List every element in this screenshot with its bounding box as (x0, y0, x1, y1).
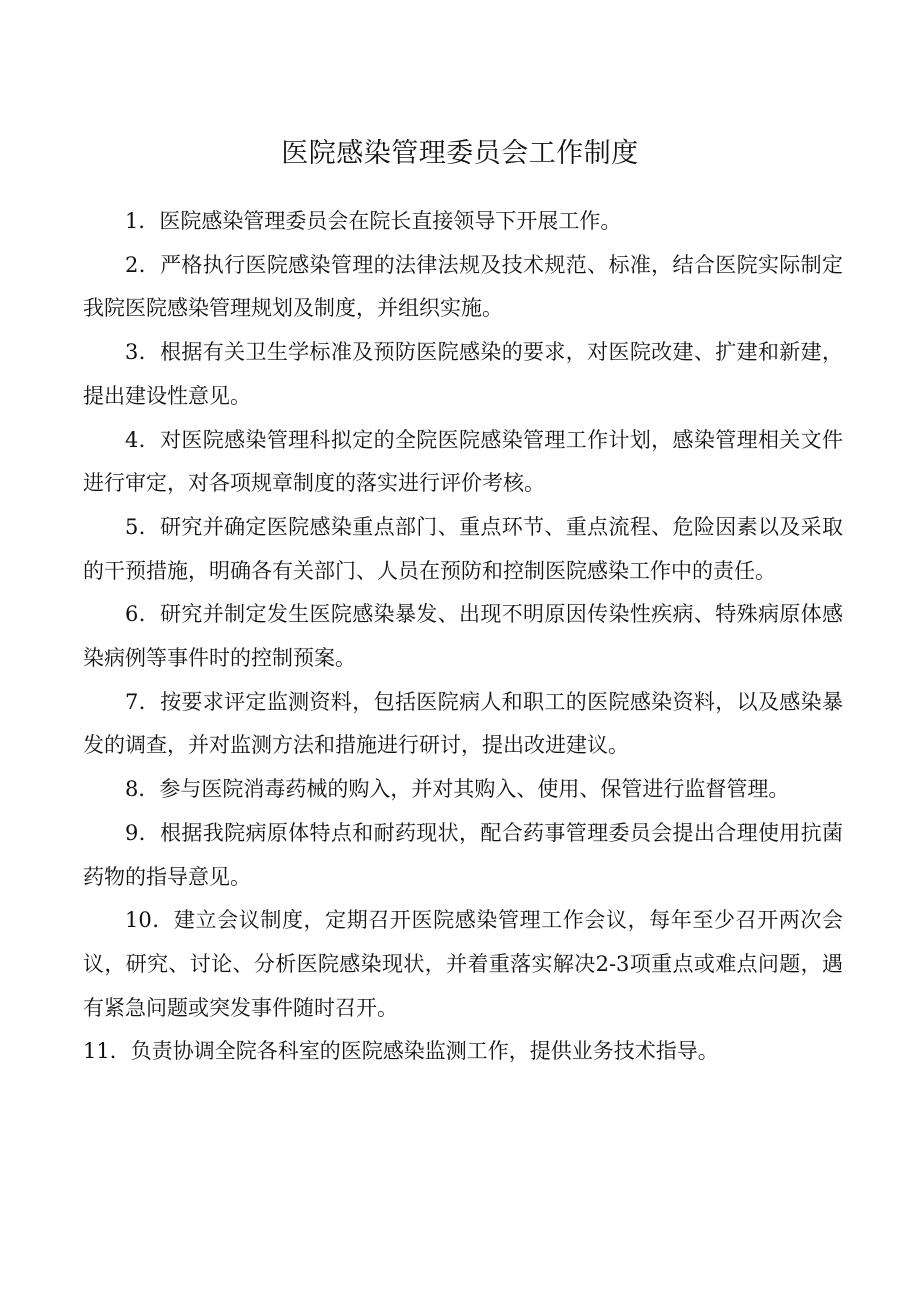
paragraph-3: 3．根据有关卫生学标准及预防医院感染的要求，对医院改建、扩建和新建，提出建设性意见。 (83, 340, 843, 408)
paragraph-6: 6．研究并制定发生医院感染暴发、出现不明原因传染性疾病、特殊病原体感染病例等事件时的控制预案。 (83, 602, 843, 671)
paragraph-2: 2．严格执行医院感染管理的法律法规及技术规范、标准，结合医院实际制定我院医院感染管理规划及制度，并组织实施。 (83, 252, 843, 321)
document-body (83, 200, 843, 1074)
paragraph-8: 8．参与医院消毒药械的购入，并对其购入、使用、保管进行监督管理。 (125, 777, 790, 802)
paragraph-5: 5．研究并确定医院感染重点部门、重点环节、重点流程、危险因素以及采取的干预措施，明确各有关部门、人员在预防和控制医院感染工作中的责任。 (83, 514, 843, 583)
paragraph-1: 1．医院感染管理委员会在院长直接领导下开展工作。 (125, 209, 622, 233)
paragraph-11: 11．负责协调全院各科室的医院感染监测工作，提供业务技术指导。 (83, 1039, 719, 1064)
paragraph-10: 10．建立会议制度，定期召开医院感染管理工作会议，每年至少召开两次会议，研究、讨论、分析医院感染现状，并着重落实解决2-3项重点或难点问题，遇有紧急问题或突发事件随时召开。 (83, 908, 843, 1020)
paragraph-9: 9．根据我院病原体特点和耐药现状，配合药事管理委员会提出合理使用抗菌药物的指导意见。 (83, 820, 843, 889)
paragraph-7: 7．按要求评定监测资料，包括医院病人和职工的医院感染资料，以及感染暴发的调查，并对监测方法和措施进行研讨，提出改进建议。 (83, 689, 843, 758)
paragraph-4: 4．对医院感染管理科拟定的全院医院感染管理工作计划，感染管理相关文件进行审定，对各项规章制度的落实进行评价考核。 (83, 427, 843, 496)
document-title: 医院感染管理委员会工作制度 (281, 138, 639, 169)
